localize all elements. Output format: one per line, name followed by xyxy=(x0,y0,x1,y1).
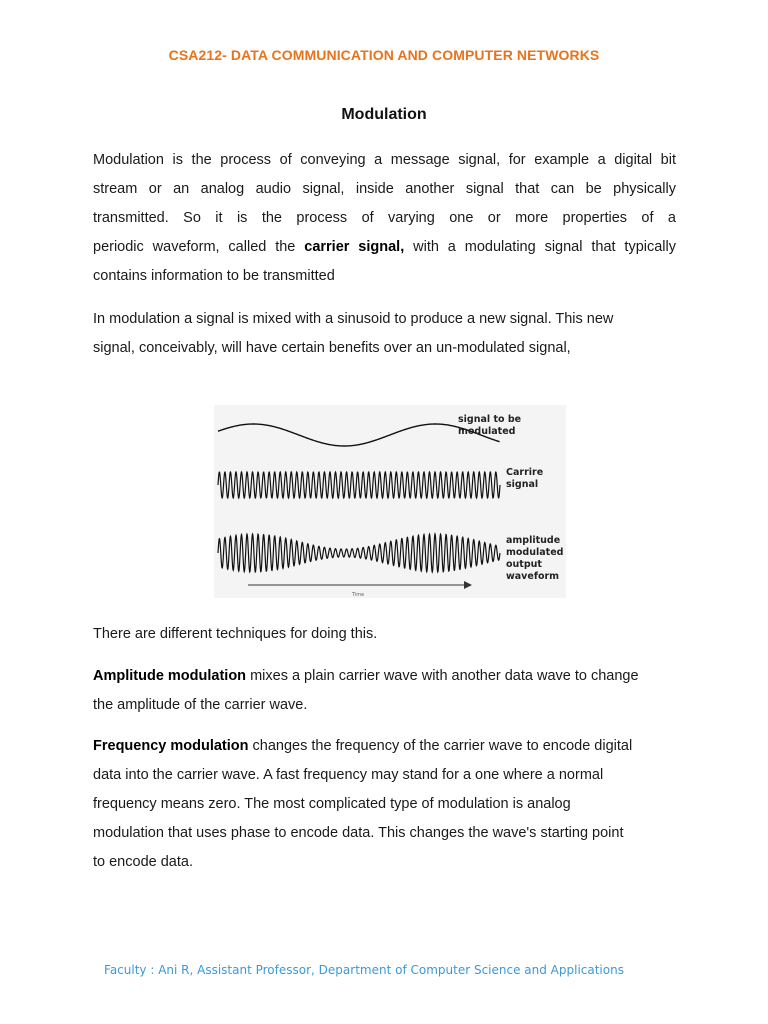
fm-text: changes the frequency of the carrier wave to encode digital xyxy=(248,738,633,754)
time-axis-label: Time xyxy=(352,592,365,598)
fm-line: to encode data. xyxy=(93,854,193,870)
label-line: waveform xyxy=(506,571,560,582)
intro-line: contains information to be transmitted xyxy=(93,268,335,284)
intro-line xyxy=(93,233,676,262)
am-line: the amplitude of the carrier wave. xyxy=(93,697,308,713)
intro-line: stream or an analog audio signal, inside another signal that can be physically xyxy=(93,181,676,197)
label-line: amplitude xyxy=(506,535,561,546)
mixing-line: In modulation a signal is mixed with a sinusoid to produce a new signal. This new xyxy=(93,311,614,327)
label-line: modulated xyxy=(506,547,564,558)
label-line: modulated xyxy=(458,426,516,437)
fm-line xyxy=(93,732,693,761)
fm-line: frequency means zero. The most complicated type of modulation is analog xyxy=(93,796,571,812)
faculty-footer: Faculty : Ani R, Assistant Professor, Department of Computer Science and Applications xyxy=(104,963,624,977)
label-carrier-signal xyxy=(506,467,543,491)
amplitude-modulation-term: Amplitude modulation xyxy=(93,668,247,684)
carrier-signal-wave xyxy=(218,472,500,498)
am-text: mixes a plain carrier wave with another data wave to change xyxy=(246,668,639,684)
amplitude-modulated-wave xyxy=(218,534,500,572)
label-line: Carrire xyxy=(506,467,544,478)
am-line xyxy=(93,662,693,691)
intro-line: Modulation is the process of conveying a message signal, for example a digital bit xyxy=(93,152,676,168)
frequency-modulation-term: Frequency modulation xyxy=(93,738,249,754)
label-line: signal to be xyxy=(458,414,522,425)
fm-line: modulation that uses phase to encode data. This changes the wave's starting point xyxy=(93,825,624,841)
intro-text: with a modulating signal that typically xyxy=(404,239,676,255)
intro-text: periodic waveform, called the xyxy=(93,239,305,255)
intro-paragraph xyxy=(93,146,676,291)
techniques-paragraph: There are different techniques for doing this. xyxy=(93,626,378,642)
mixing-paragraph xyxy=(93,305,693,363)
label-am-output xyxy=(506,535,563,583)
modulation-figure xyxy=(214,405,566,598)
label-line: signal xyxy=(506,479,539,490)
am-paragraph xyxy=(93,662,693,720)
label-line: output xyxy=(506,559,542,570)
label-signal-to-be-modulated xyxy=(458,414,521,438)
carrier-signal-term: carrier signal, xyxy=(304,239,405,255)
fm-line: data into the carrier wave. A fast frequency may stand for a one where a normal xyxy=(93,767,604,783)
fm-paragraph xyxy=(93,732,693,877)
intro-line: transmitted. So it is the process of varying one or more properties of a xyxy=(93,210,676,226)
page-title: Modulation xyxy=(341,106,427,123)
mixing-line: signal, conceivably, will have certain benefits over an un-modulated signal, xyxy=(93,340,571,356)
time-axis-arrow xyxy=(464,581,472,589)
course-header: CSA212- DATA COMMUNICATION AND COMPUTER NETWORKS xyxy=(168,47,600,63)
